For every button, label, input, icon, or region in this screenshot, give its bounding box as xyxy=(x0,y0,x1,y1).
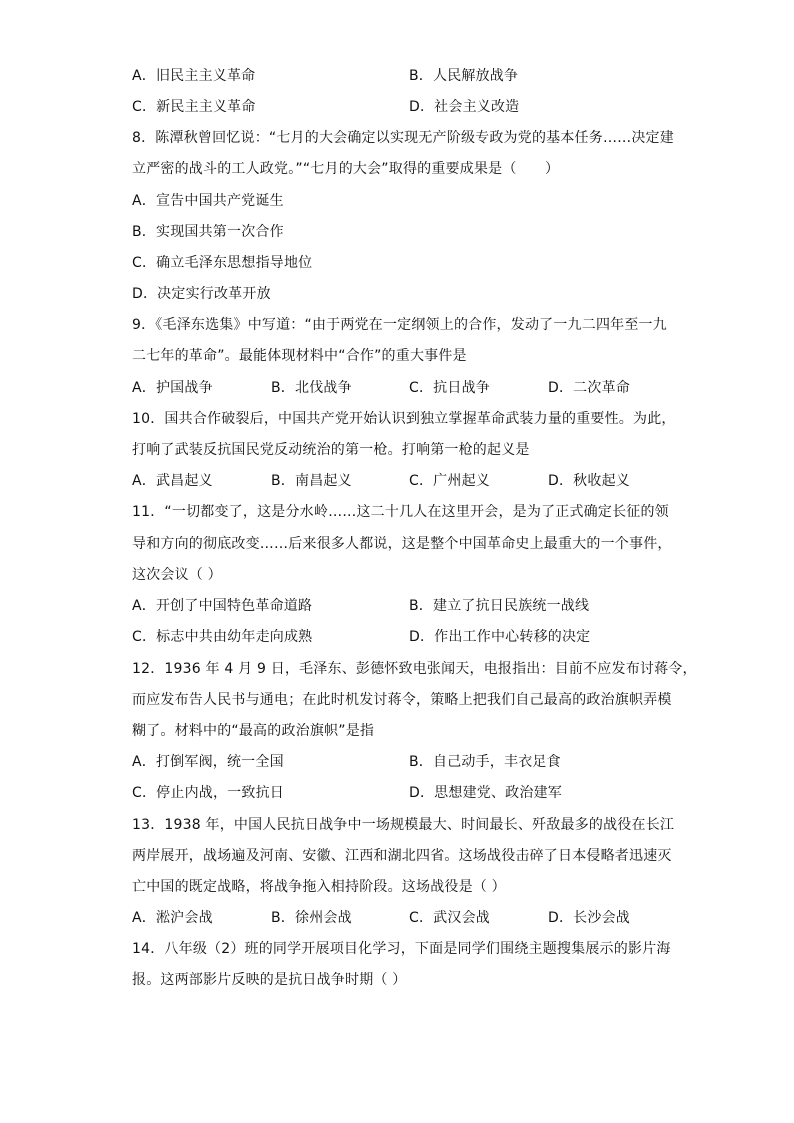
q7-option-a: A．旧民主主义革命 xyxy=(132,68,256,84)
q8-option-b: B．实现国共第一次合作 xyxy=(132,224,284,240)
q8-stem-line1: 8．陈潭秋曾回忆说：“七月的大会确定以实现无产阶级专政为党的基本任务……决定建 xyxy=(132,130,674,146)
q10-stem-line1: 10．国共合作破裂后，中国共产党开始认识到独立掌握革命武装力量的重要性。为此， xyxy=(132,411,676,427)
q12-option-b: B．自己动手，丰衣足食 xyxy=(409,754,561,770)
q9-stem-line1: 9．《毛泽东选集》中写道：“由于两党在一定纲领上的合作，发动了一九二四年至一九 xyxy=(132,317,667,333)
q14-stem-line2: 报。这两部影片反映的是抗日战争时期（ ） xyxy=(132,972,407,988)
q10-option-c: C．广州起义 xyxy=(409,473,490,489)
q11-option-a: A．开创了中国特色革命道路 xyxy=(132,598,313,614)
q8-stem-line2: 立严密的战斗的工人政党。”“七月的大会”取得的重要成果是（ ） xyxy=(132,161,560,177)
q7-option-d: D．社会主义改造 xyxy=(409,99,520,115)
q13-stem-line2: 两岸展开，战场遍及河南、安徽、江西和湖北四省。这场战役击碎了日本侵略者迅速灭 xyxy=(132,848,672,864)
q11-stem-line1: 11．“一切都变了，这是分水岭……这二十几人在这里开会，是为了正式确定长征的领 xyxy=(132,504,669,520)
q10-option-b: B．南昌起义 xyxy=(271,473,352,489)
q13-option-a: A．淞沪会战 xyxy=(132,910,213,926)
q12-stem-line3: 糊了。材料中的“最高的政治旗帜”是指 xyxy=(132,723,375,739)
q8-option-d: D．决定实行改革开放 xyxy=(132,286,271,302)
q9-option-b: B．北伐战争 xyxy=(271,380,352,396)
q12-stem-line1: 12．1936 年 4 月 9 日，毛泽东、彭德怀致电张闻天，电报指出：目前不应发布讨蒋令， xyxy=(132,661,697,677)
q11-option-b: B．建立了抗日民族统一战线 xyxy=(409,598,590,614)
q11-stem-line2: 导和方向的彻底改变……后来很多人都说，这是整个中国革命史上最重大的一个事件， xyxy=(132,536,672,552)
q12-option-a: A．打倒军阀，统一全国 xyxy=(132,754,284,770)
q9-stem-line2: 二七年的革命”。最能体现材料中“合作”的重大事件是 xyxy=(132,348,467,364)
q10-stem-line2: 打响了武装反抗国民党反动统治的第一枪。打响第一枪的起义是 xyxy=(132,442,530,458)
q13-stem-line1: 13．1938 年，中国人民抗日战争中一场规模最大、时间最长、歼敌最多的战役在长江 xyxy=(132,817,675,833)
q9-option-c: C．抗日战争 xyxy=(409,380,490,396)
q8-option-a: A．宣告中国共产党诞生 xyxy=(132,193,284,209)
q9-option-a: A．护国战争 xyxy=(132,380,213,396)
q11-stem-line3: 这次会议（ ） xyxy=(132,567,222,583)
q7-option-b: B．人民解放战争 xyxy=(409,68,519,84)
q8-option-c: C．确立毛泽东思想指导地位 xyxy=(132,255,313,271)
q13-stem-line3: 亡中国的既定战略，将战争拖入相持阶段。这场战役是（ ） xyxy=(132,879,506,895)
q12-stem-line2: 而应发布告人民书与通电；在此时机发讨蒋令，策略上把我们自己最高的政治旗帜弄模 xyxy=(132,692,672,708)
q12-option-c: C．停止内战，一致抗日 xyxy=(132,785,284,801)
q13-option-d: D．长沙会战 xyxy=(548,910,630,926)
q11-option-d: D．作出工作中心转移的决定 xyxy=(409,629,591,645)
q7-option-c: C．新民主主义革命 xyxy=(132,99,256,115)
q11-option-c: C．标志中共由幼年走向成熟 xyxy=(132,629,313,645)
q13-option-c: C．武汉会战 xyxy=(409,910,490,926)
q14-stem-line1: 14．八年级（2）班的同学开展项目化学习，下面是同学们围绕主题搜集展示的影片海 xyxy=(132,941,671,957)
q9-option-d: D．二次革命 xyxy=(548,380,630,396)
q10-option-a: A．武昌起义 xyxy=(132,473,213,489)
q13-option-b: B．徐州会战 xyxy=(271,910,352,926)
q10-option-d: D．秋收起义 xyxy=(548,473,630,489)
q12-option-d: D．思想建党、政治建军 xyxy=(409,785,562,801)
